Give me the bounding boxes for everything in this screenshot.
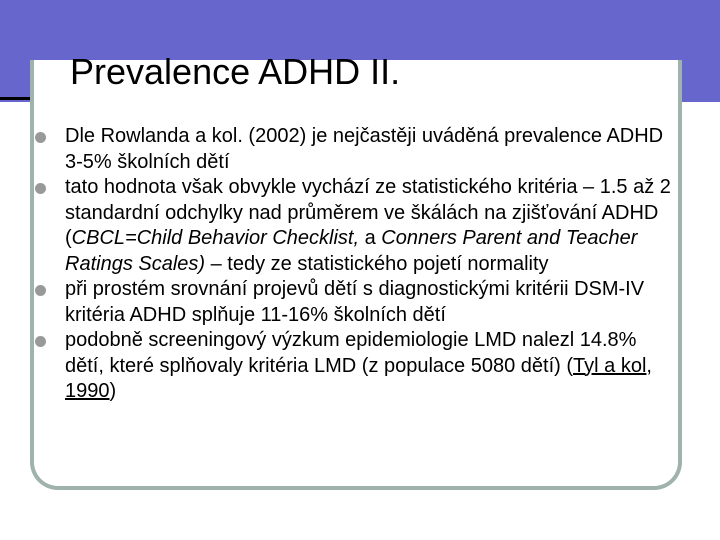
bullet-text: při prostém srovnání projevů dětí s diagnostickými kritérii DSM-IV kritéria ADHD splňuje 11-16% školních dětí	[65, 278, 645, 326]
bullet-text-part: a	[359, 227, 382, 249]
bullet-text: Dle Rowlanda a kol. (2002) je nejčastěji uváděná prevalence ADHD 3-5% školních dětí	[65, 125, 664, 173]
bullet-dot-icon	[35, 183, 46, 194]
bullet-item-3	[65, 277, 675, 328]
bullet-list	[65, 124, 675, 405]
bullet-text-part: tato hodnota však obvykle vychází ze statistického kritéria – 1.5 až 2 standardní odchylky nad průměrem ve škálách na zjišťování ADHD (	[65, 176, 671, 249]
bullet-item-1	[65, 124, 675, 175]
bullet-italic-part: Conners Parent and Teacher Ratings Scales)	[65, 227, 638, 275]
bullet-italic-part: CBCL=Child Behavior Checklist,	[71, 227, 360, 249]
bullet-dot-icon	[35, 132, 46, 143]
bullet-item-4	[65, 328, 675, 405]
bullet-dot-icon	[35, 336, 46, 347]
bullet-text-part: )	[109, 380, 117, 402]
bullet-text-part: – tedy ze statistického pojetí normality	[205, 252, 549, 275]
bullet-text-part: podobně screeningový výzkum epidemiologie LMD nalezl 14.8% dětí, které splňovaly kritéria LMD (z populace 5080 dětí) (	[65, 329, 637, 377]
bullet-dot-icon	[35, 285, 46, 296]
slide-title: Prevalence ADHD II.	[70, 51, 401, 92]
bullet-item-2	[65, 175, 675, 277]
citation-link[interactable]: Tyl a kol, 1990	[65, 354, 652, 402]
